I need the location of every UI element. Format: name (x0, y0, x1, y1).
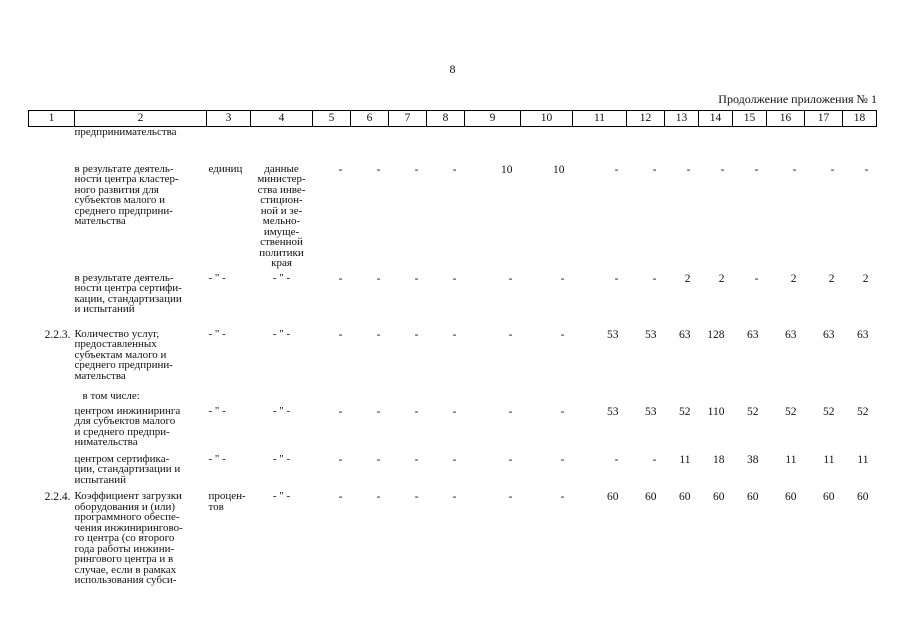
value-cell: - (560, 453, 565, 466)
column-header-7: 7 (389, 111, 427, 127)
value-cell: 110 (707, 405, 725, 418)
value-cell: 52 (823, 405, 835, 418)
unit-of-measure: - " - (208, 271, 226, 284)
value-cell: 52 (679, 405, 691, 418)
value-cell: 11 (679, 453, 691, 466)
column-header-6: 6 (351, 111, 389, 127)
value-cell: - (508, 491, 513, 503)
unit-of-measure: - " - (208, 327, 226, 340)
column-header-18: 18 (843, 111, 877, 127)
indicator-name: в результате деятель- ности центра сертифи- кации, стандартизации и испытаний (74, 271, 182, 315)
value-cell (573, 391, 627, 402)
column-header-1: 1 (29, 111, 75, 127)
row-number (29, 127, 75, 138)
row-number (29, 406, 75, 448)
value-cell: - (376, 163, 381, 176)
table-row (29, 273, 877, 315)
value-cell: - (414, 405, 419, 418)
value-cell: 53 (645, 405, 657, 418)
column-header-8: 8 (427, 111, 465, 127)
value-cell: - (452, 163, 457, 176)
value-cell (665, 391, 699, 402)
value-cell (767, 127, 805, 138)
value-cell: - (452, 328, 457, 341)
value-cell: - (754, 163, 759, 176)
indicator-name: Коэффициент загрузки оборудования и (или) программного обеспе- чения инжинирингово- го центра (со второго года работы инжини- рингового центра и в случае, если в рамках использования субси- (74, 490, 183, 586)
value-cell: 52 (747, 405, 759, 418)
value-cell (521, 127, 573, 138)
row-spacer (29, 381, 877, 391)
row-number (29, 454, 75, 486)
row-number: 2.2.3. (44, 328, 71, 341)
value-cell: - (720, 163, 725, 176)
indicator-name: в результате деятель- ности центра кластер- ного развития для субъектов малого и среднего предприни- мательства (74, 162, 179, 227)
data-source (251, 127, 313, 138)
value-cell (843, 127, 877, 138)
value-cell (573, 127, 627, 138)
value-cell: - (452, 272, 457, 285)
value-cell: - (652, 453, 657, 466)
value-cell: - (754, 272, 759, 285)
indicator-name: центром сертифика- ции, стандартизации и испытаний (74, 452, 181, 486)
value-cell: - (652, 163, 657, 176)
value-cell (465, 391, 521, 402)
column-header-13: 13 (665, 111, 699, 127)
value-cell: - (338, 163, 343, 176)
value-cell: 60 (679, 491, 691, 503)
value-cell: 2 (718, 272, 725, 285)
value-cell: - (560, 491, 565, 503)
column-header-17: 17 (805, 111, 843, 127)
value-cell (627, 127, 665, 138)
value-cell: 11 (785, 453, 797, 466)
value-cell (427, 127, 465, 138)
value-cell: 11 (823, 453, 835, 466)
value-cell: - (560, 328, 565, 341)
table-row (29, 391, 877, 402)
value-cell (427, 391, 465, 402)
indicator-name: центром инжиниринга для субъектов малого и среднего предпри- нимательства (74, 404, 181, 448)
row-number (29, 164, 75, 269)
value-cell (665, 127, 699, 138)
column-header-3: 3 (207, 111, 251, 127)
value-cell: 2 (862, 272, 869, 285)
column-header-5: 5 (313, 111, 351, 127)
data-source: - " - (272, 327, 291, 340)
value-cell: 63 (747, 328, 759, 341)
value-cell: - (508, 453, 513, 466)
unit-of-measure (207, 127, 251, 138)
unit-of-measure: - " - (208, 404, 226, 417)
continuation-label: Продолжение приложения № 1 (718, 92, 877, 106)
value-cell: - (376, 272, 381, 285)
value-cell: - (864, 163, 869, 176)
row-number: 2.2.4. (44, 491, 71, 503)
value-cell: 60 (713, 491, 725, 503)
column-header-2: 2 (75, 111, 207, 127)
value-cell: 18 (713, 453, 725, 466)
value-cell: - (414, 272, 419, 285)
table-row (29, 406, 877, 448)
column-number-row (29, 111, 877, 127)
value-cell: 60 (607, 491, 619, 503)
value-cell (733, 127, 767, 138)
value-cell (389, 127, 427, 138)
row-number (29, 391, 75, 402)
value-cell: 11 (857, 453, 869, 466)
indicator-name: Количество услуг, предоставленных субъектам малого и среднего предприни- мательства (74, 327, 173, 382)
table-body (29, 127, 877, 586)
value-cell: - (452, 491, 457, 503)
value-cell: 63 (785, 328, 797, 341)
value-cell (733, 391, 767, 402)
data-source: - " - (272, 271, 291, 284)
value-cell (389, 391, 427, 402)
page-number: 8 (449, 62, 456, 76)
value-cell: 10 (501, 163, 513, 176)
value-cell: - (414, 453, 419, 466)
value-cell: - (508, 405, 513, 418)
value-cell: - (508, 328, 513, 341)
value-cell: 63 (857, 328, 869, 341)
value-cell (351, 127, 389, 138)
indicator-name: в том числе: (82, 390, 140, 402)
column-header-12: 12 (627, 111, 665, 127)
row-number (29, 273, 75, 315)
value-cell: - (376, 453, 381, 466)
column-header-16: 16 (767, 111, 805, 127)
value-cell: 52 (857, 405, 869, 418)
value-cell: - (652, 272, 657, 285)
value-cell: 53 (645, 328, 657, 341)
unit-of-measure: процен- тов (208, 490, 246, 513)
unit-of-measure (207, 391, 251, 402)
value-cell (805, 391, 843, 402)
value-cell: - (414, 328, 419, 341)
value-cell (313, 391, 351, 402)
value-cell: 53 (607, 405, 619, 418)
table-row (29, 164, 877, 269)
value-cell: - (614, 272, 619, 285)
value-cell: - (792, 163, 797, 176)
value-cell: - (830, 163, 835, 176)
value-cell: 2 (790, 272, 797, 285)
value-cell: - (376, 491, 381, 503)
column-header-15: 15 (733, 111, 767, 127)
column-header-9: 9 (465, 111, 521, 127)
data-source: данные министер- ства инве- стицион- ной и зе- мельно- имуще- ственной политики края (257, 162, 306, 269)
value-cell: - (452, 453, 457, 466)
value-cell: 53 (607, 328, 619, 341)
data-source (251, 391, 313, 402)
table-row (29, 127, 877, 138)
value-cell (313, 127, 351, 138)
value-cell: 52 (785, 405, 797, 418)
value-cell: - (614, 453, 619, 466)
column-header-14: 14 (699, 111, 733, 127)
value-cell: 60 (857, 491, 869, 503)
column-header-4: 4 (251, 111, 313, 127)
table-row (29, 491, 877, 586)
table-row (29, 454, 877, 486)
unit-of-measure: единиц (208, 162, 243, 175)
value-cell (521, 391, 573, 402)
data-source: - " - (272, 404, 291, 417)
unit-of-measure: - " - (208, 452, 226, 465)
value-cell (843, 391, 877, 402)
value-cell (627, 391, 665, 402)
table-row (29, 329, 877, 382)
indicator-table (28, 110, 877, 586)
column-header-11: 11 (573, 111, 627, 127)
value-cell: - (338, 405, 343, 418)
column-header-10: 10 (521, 111, 573, 127)
value-cell: - (338, 491, 343, 503)
value-cell (351, 391, 389, 402)
value-cell: 38 (747, 453, 759, 466)
data-source: - " - (272, 490, 291, 502)
value-cell: - (338, 328, 343, 341)
data-source: - " - (272, 452, 291, 465)
value-cell: - (338, 453, 343, 466)
value-cell: - (414, 163, 419, 176)
row-spacer (29, 315, 877, 329)
value-cell (767, 391, 805, 402)
value-cell (465, 127, 521, 138)
value-cell (699, 127, 733, 138)
value-cell: 2 (828, 272, 835, 285)
value-cell: - (686, 163, 691, 176)
value-cell: 60 (823, 491, 835, 503)
value-cell: - (560, 405, 565, 418)
value-cell: 128 (707, 328, 725, 341)
value-cell: 60 (785, 491, 797, 503)
indicator-name: предпринимательства (74, 126, 177, 138)
value-cell: - (338, 272, 343, 285)
value-cell: - (614, 163, 619, 176)
value-cell (805, 127, 843, 138)
value-cell: 63 (823, 328, 835, 341)
value-cell: - (508, 272, 513, 285)
value-cell: 2 (684, 272, 691, 285)
value-cell: 60 (747, 491, 759, 503)
value-cell: - (376, 328, 381, 341)
value-cell: 63 (679, 328, 691, 341)
value-cell (699, 391, 733, 402)
value-cell: 10 (553, 163, 565, 176)
value-cell: 60 (645, 491, 657, 503)
value-cell: - (452, 405, 457, 418)
row-spacer (29, 138, 877, 164)
value-cell: - (560, 272, 565, 285)
value-cell: - (376, 405, 381, 418)
value-cell: - (414, 491, 419, 503)
